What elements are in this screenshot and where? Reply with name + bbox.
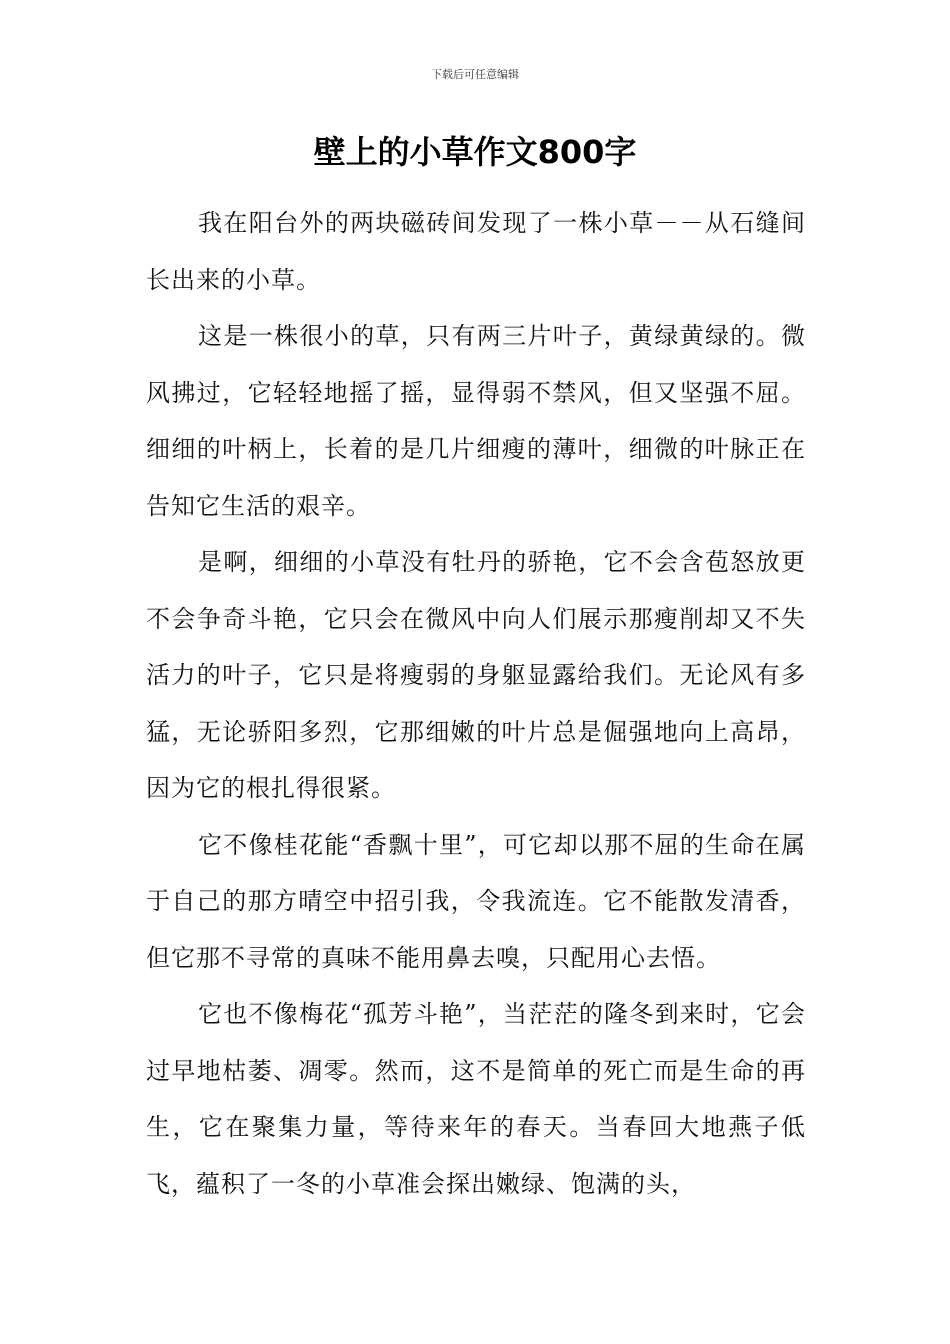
paragraph: 我在阳台外的两块磁砖间发现了一株小草－－从石缝间长出来的小草。 [146,209,806,294]
paragraph: 它也不像梅花“孤芳斗艳”，当茫茫的隆冬到来时，它会过早地枯萎、凋零。然而，这不是简单的死亡而是生命的再生，它在聚集力量，等待来年的春天。当春回大地燕子低飞，蕴积了一冬的小草准会探出嫩绿、饱满的头， [146,1000,806,1198]
paragraph: 它不像桂花能“香飘十里”，可它却以那不屈的生命在属于自己的那方晴空中招引我，令我流连。它不能散发清香，但它那不寻常的真味不能用鼻去嗅，只配用心去悟。 [146,830,806,972]
paragraph: 是啊，细细的小草没有牡丹的骄艳，它不会含苞怒放更不会争奇斗艳，它只会在微风中向人们展示那瘦削却又不失活力的叶子，它只是将瘦弱的身躯显露给我们。无论风有多猛，无论骄阳多烈，它那细嫩的叶片总是倔强地向上高昂，因为它的根扎得很紧。 [146,548,806,802]
article-body [146,195,806,1212]
header-note: 下载后可任意编辑 [431,68,519,81]
paragraph: 这是一株很小的草，只有两三片叶子，黄绿黄绿的。微风拂过，它轻轻地摇了摇，显得弱不禁风，但又坚强不屈。细细的叶柄上，长着的是几片细瘦的薄叶，细微的叶脉正在告知它生活的艰辛。 [146,322,806,520]
page-title: 壁上的小草作文800字 [313,133,637,171]
